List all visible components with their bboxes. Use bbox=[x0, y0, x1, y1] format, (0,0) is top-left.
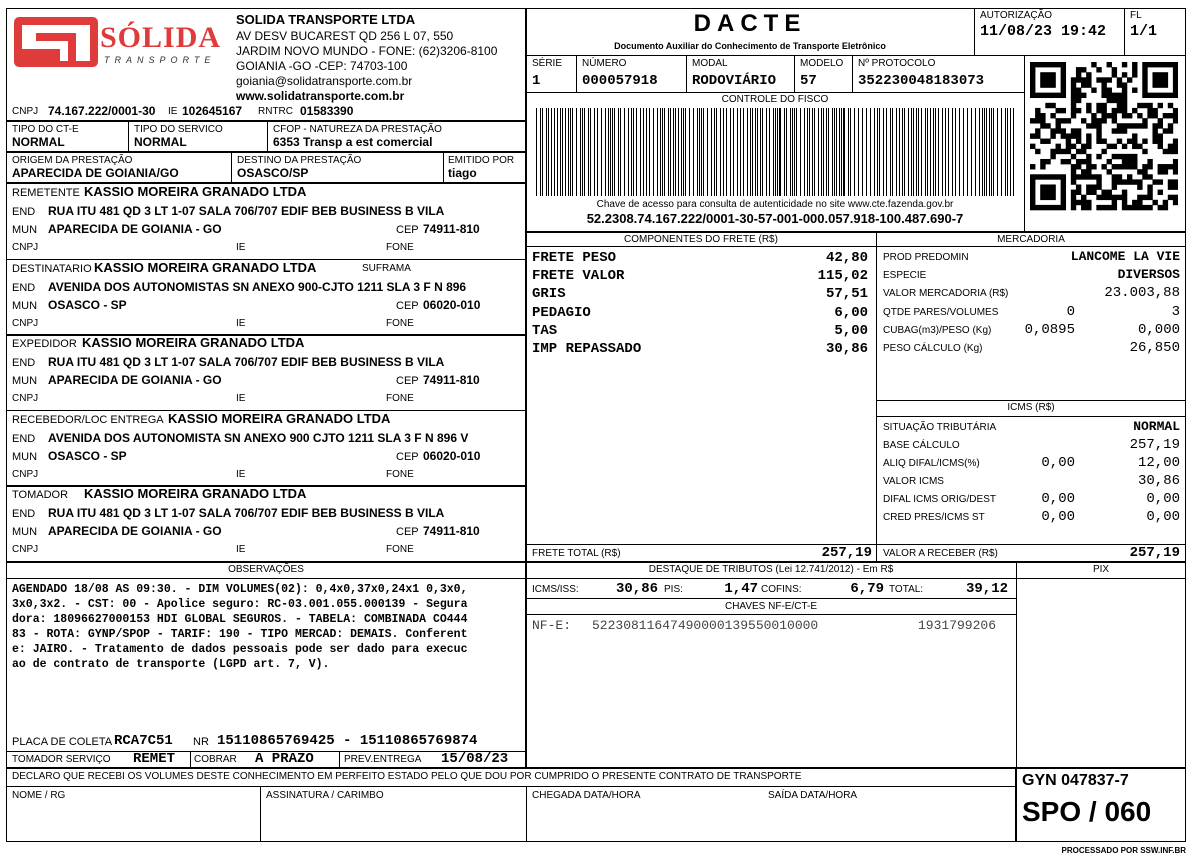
party-name: KASSIO MOREIRA GRANADO LTDA bbox=[84, 486, 307, 501]
end-label: END bbox=[12, 433, 36, 445]
solida-logo-icon bbox=[12, 13, 102, 71]
numero-label: NÚMERO bbox=[582, 58, 627, 69]
party-cep: 06020-010 bbox=[423, 449, 481, 463]
icms-iss-label: ICMS/ISS: bbox=[532, 584, 579, 595]
qtde-label: QTDE PARES/VOLUMES bbox=[883, 307, 999, 318]
party-municipio: APARECIDA DE GOIANIA - GO bbox=[48, 373, 222, 387]
company-cnpj: 74.167.222/0001-30 bbox=[48, 104, 156, 118]
tomador-servico-label: TOMADOR SERVIÇO bbox=[12, 754, 111, 765]
nfe-key-a: 52230811647490000139550010000 bbox=[592, 618, 819, 633]
logo-text: SÓLIDA bbox=[100, 21, 222, 54]
tomador-servico: REMET bbox=[133, 751, 176, 767]
cobrar-label: COBRAR bbox=[194, 754, 237, 765]
componentes-title: COMPONENTES DO FRETE (R$) bbox=[624, 234, 778, 245]
aliq-difal: 0,00 bbox=[1041, 455, 1075, 471]
base-calculo: 257,19 bbox=[1129, 437, 1180, 453]
party-cnpj-label: CNPJ bbox=[12, 469, 39, 480]
tributo-pis: 1,47 bbox=[724, 581, 758, 597]
party-fone-label: FONE bbox=[386, 393, 414, 404]
party-ie-label: IE bbox=[236, 469, 246, 480]
processado-text: PROCESSADO POR SSW.INF.BR bbox=[1061, 846, 1186, 855]
cep-label: CEP bbox=[396, 224, 419, 236]
party-municipio: OSASCO - SP bbox=[48, 449, 127, 463]
fl-label: FL bbox=[1130, 10, 1142, 21]
party-role: RECEBEDOR/LOC ENTREGA bbox=[12, 414, 164, 426]
dacte-title: DACTE bbox=[693, 10, 807, 37]
route-destination: SPO / 060 bbox=[1022, 796, 1152, 827]
qtde-volumes: 3 bbox=[1171, 304, 1180, 320]
frete-total: 257,19 bbox=[821, 545, 872, 561]
party-cep: 06020-010 bbox=[423, 298, 481, 312]
ie-label: IE bbox=[168, 106, 178, 117]
party-address: RUA ITU 481 QD 3 LT 1-07 SALA 706/707 EDIF BEB BUSINESS B VILA bbox=[48, 204, 445, 218]
chaves-title: CHAVES NF-E/CT-E bbox=[724, 601, 818, 612]
company-rntrc: 01583390 bbox=[300, 104, 354, 118]
tipo-servico: NORMAL bbox=[134, 135, 187, 149]
party-municipio: OSASCO - SP bbox=[48, 298, 127, 312]
valor-icms-label: VALOR ICMS bbox=[883, 476, 944, 487]
party-fone-label: FONE bbox=[386, 242, 414, 253]
mun-label: MUN bbox=[12, 526, 38, 538]
party-fone-label: FONE bbox=[386, 469, 414, 480]
chave-text: Chave de acesso para consulta de autenticidade no site www.cte.fazenda.gov.br bbox=[596, 199, 954, 210]
end-label: END bbox=[12, 357, 36, 369]
party-address: AVENIDA DOS AUTONOMISTAS SN ANEXO 900-CJTO 1211 SLA 3 F N 896 bbox=[48, 280, 467, 294]
protocolo: 352230048183073 bbox=[858, 73, 985, 89]
observacao-line: 83 - ROTA: GYNP/SPOP - TARIF: 190 - TIPO MERCAD: DEMAIS. Conferent bbox=[12, 628, 468, 641]
base-label: BASE CÁLCULO bbox=[883, 440, 960, 451]
prod-label: PROD PREDOMIN bbox=[883, 252, 969, 263]
origem-label: ORIGEM DA PRESTAÇÃO bbox=[12, 155, 133, 166]
pis-label: PIS: bbox=[664, 584, 683, 595]
end-label: END bbox=[12, 206, 36, 218]
tipo-cte-label: TIPO DO CT-E bbox=[12, 124, 79, 135]
tributos-title: DESTAQUE DE TRIBUTOS (Lei 12.741/2012) - Em R$ bbox=[648, 564, 894, 575]
saida-label: SAÍDA DATA/HORA bbox=[768, 790, 858, 801]
serie-label: SÉRIE bbox=[532, 58, 563, 69]
observacao-line: e: JAIRO. - Tratamento de dados pessoais pode ser dado para execuc bbox=[12, 643, 468, 656]
party-cnpj-label: CNPJ bbox=[12, 318, 39, 329]
mun-label: MUN bbox=[12, 375, 38, 387]
party-cep: 74911-810 bbox=[423, 373, 480, 387]
party-role: REMETENTE bbox=[12, 187, 80, 199]
tipo-cte: NORMAL bbox=[12, 135, 65, 149]
party-cep: 74911-810 bbox=[423, 524, 480, 538]
difal-dest: 0,00 bbox=[1146, 491, 1180, 507]
company-ie: 102645167 bbox=[182, 104, 243, 118]
tributo-icms: 30,86 bbox=[615, 581, 658, 597]
prev-entrega: 15/08/23 bbox=[441, 751, 509, 767]
prod: LANCOME LA VIE bbox=[1070, 249, 1180, 264]
logo-subtext: TRANSPORTE bbox=[104, 55, 216, 65]
observacao-line: AGENDADO 18/08 AS 09:30. - DIM VOLUMES(02): 0,4x0,37x0,24x1 0,3x0, bbox=[12, 583, 468, 596]
aliq-label: ALIQ DIFAL/ICMS(%) bbox=[883, 458, 980, 469]
componente-value: 57,51 bbox=[825, 286, 868, 303]
componente-name: PEDAGIO bbox=[532, 304, 591, 321]
difal-label: DIFAL ICMS ORIG/DEST bbox=[883, 494, 996, 505]
cred-pres: 0,00 bbox=[1041, 509, 1075, 525]
party-name: KASSIO MOREIRA GRANADO LTDA bbox=[84, 184, 307, 199]
nfe-key-b: 1931799206 bbox=[918, 618, 997, 633]
nr: 15110865769425 - 15110865769874 bbox=[217, 733, 478, 749]
party-municipio: APARECIDA DE GOIANIA - GO bbox=[48, 524, 222, 538]
declaro-text: DECLARO QUE RECEBI OS VOLUMES DESTE CONHECIMENTO EM PERFEITO ESTADO PELO QUE DOU POR CUMPRIDO O PRESENTE CONTRATO DE TRANSPORTE bbox=[12, 771, 802, 782]
componente-name: FRETE PESO bbox=[532, 250, 617, 266]
icms-title: ICMS (R$) bbox=[1007, 402, 1055, 413]
party-name: KASSIO MOREIRA GRANADO LTDA bbox=[94, 260, 317, 275]
route-code: GYN 047837-7 bbox=[1022, 772, 1129, 789]
tipo-servico-label: TIPO DO SERVICO bbox=[134, 124, 223, 135]
modelo-label: MODELO bbox=[800, 58, 844, 69]
company-logo bbox=[12, 13, 222, 73]
party-fone-label: FONE bbox=[386, 544, 414, 555]
componente-value: 115,02 bbox=[817, 268, 868, 285]
autorizacao: 11/08/23 19:42 bbox=[980, 23, 1107, 40]
emitido: tiago bbox=[448, 166, 477, 180]
party-fone-label: FONE bbox=[386, 318, 414, 329]
party-cep: 74911-810 bbox=[423, 222, 480, 236]
cobrar: A PRAZO bbox=[255, 751, 314, 767]
nfe-label: NF-E: bbox=[532, 618, 572, 633]
company-address-3: GOIANIA -GO -CEP: 74703-100 bbox=[236, 59, 408, 73]
placa-label: PLACA DE COLETA bbox=[12, 736, 113, 748]
party-ie-label: IE bbox=[236, 393, 246, 404]
cred-label: CRED PRES/ICMS ST bbox=[883, 512, 985, 523]
tributo-cofins: 6,79 bbox=[850, 581, 884, 597]
aliq-icms: 12,00 bbox=[1137, 455, 1180, 471]
componente-name: FRETE VALOR bbox=[532, 268, 625, 285]
componente-name: GRIS bbox=[532, 286, 566, 303]
qtde-pares: 0 bbox=[1066, 304, 1075, 320]
party-ie-label: IE bbox=[236, 318, 246, 329]
total-tributos: 39,12 bbox=[965, 581, 1008, 597]
assinatura-label: ASSINATURA / CARIMBO bbox=[266, 790, 384, 801]
cubagem: 0,0895 bbox=[1024, 322, 1075, 338]
componente-name: IMP REPASSADO bbox=[532, 341, 642, 357]
controle-fisco-label: CONTROLE DO FISCO bbox=[721, 94, 829, 105]
modelo: 57 bbox=[800, 73, 817, 89]
total-tributos-label: TOTAL: bbox=[889, 584, 924, 595]
dacte-subtitle: Documento Auxiliar do Conhecimento de Transporte Eletrônico bbox=[614, 41, 886, 51]
serie: 1 bbox=[532, 73, 541, 89]
chave-acesso: 52.2308.74.167.222/0001-30-57-001-000.057.918-100.487.690-7 bbox=[586, 211, 964, 226]
observacao-line: ao de contrato de transporte (LGPD art. 7, V). bbox=[12, 658, 330, 671]
cfop: 6353 Transp a est comercial bbox=[273, 135, 433, 149]
especie: DIVERSOS bbox=[1117, 267, 1180, 282]
party-name: KASSIO MOREIRA GRANADO LTDA bbox=[168, 411, 391, 426]
rntrc-label: RNTRC bbox=[258, 106, 293, 117]
suframa-label: SUFRAMA bbox=[362, 263, 411, 274]
especie-label: ESPECIE bbox=[883, 270, 927, 281]
company-address-2: JARDIM NOVO MUNDO - FONE: (62)3206-8100 bbox=[236, 44, 498, 58]
componente-value: 42,80 bbox=[825, 250, 868, 266]
end-label: END bbox=[12, 282, 36, 294]
party-address: RUA ITU 481 QD 3 LT 1-07 SALA 706/707 EDIF BEB BUSINESS B VILA bbox=[48, 355, 445, 369]
company-email: goiania@solidatransporte.com.br bbox=[236, 74, 413, 88]
emitido-label: EMITIDO POR bbox=[448, 155, 515, 166]
destino-label: DESTINO DA PRESTAÇÃO bbox=[237, 155, 362, 166]
protocolo-label: Nº PROTOCOLO bbox=[858, 58, 936, 69]
modal: RODOVIÁRIO bbox=[692, 73, 777, 89]
peso: 0,000 bbox=[1137, 322, 1180, 338]
mun-label: MUN bbox=[12, 224, 38, 236]
cubag-label: CUBAG(m3)/PESO (Kg) bbox=[883, 325, 992, 336]
fl: 1/1 bbox=[1130, 23, 1158, 40]
componente-value: 6,00 bbox=[834, 304, 868, 321]
componente-name: TAS bbox=[532, 322, 558, 339]
valor-mercadoria: 23.003,88 bbox=[1104, 285, 1180, 301]
qr-code-icon bbox=[1030, 62, 1178, 212]
observacao-line: dora: 18096627000153 HDI GLOBAL SEGUROS. - TABELA: COMBINADA CO444 bbox=[12, 613, 468, 626]
nr-label: NR bbox=[193, 736, 209, 748]
pix-title: PIX bbox=[1092, 564, 1110, 575]
tipo-row bbox=[6, 121, 526, 152]
party-municipio: APARECIDA DE GOIANIA - GO bbox=[48, 222, 222, 236]
party-role: DESTINATARIO bbox=[12, 263, 92, 275]
company-address-1: AV DESV BUCAREST QD 256 L 07, 550 bbox=[236, 29, 454, 43]
sit-label: SITUAÇÃO TRIBUTÁRIA bbox=[883, 422, 997, 433]
frete-total-label: FRETE TOTAL (R$) bbox=[532, 548, 621, 559]
party-address: RUA ITU 481 QD 3 LT 1-07 SALA 706/707 EDIF BEB BUSINESS B VILA bbox=[48, 506, 445, 520]
cnpj-label: CNPJ bbox=[12, 106, 39, 117]
party-cnpj-label: CNPJ bbox=[12, 242, 39, 253]
cep-label: CEP bbox=[396, 375, 419, 387]
party-cnpj-label: CNPJ bbox=[12, 544, 39, 555]
valor-receber: 257,19 bbox=[1129, 545, 1180, 561]
chegada-label: CHEGADA DATA/HORA bbox=[532, 790, 641, 801]
cep-label: CEP bbox=[396, 300, 419, 312]
peso-calc-label: PESO CÁLCULO (Kg) bbox=[883, 343, 983, 354]
observacao-line: 3x0,3x2. - CST: 00 - Apolice seguro: RC-03.001.055.000139 - Segura bbox=[12, 598, 468, 611]
barcode-icon bbox=[536, 108, 1016, 196]
party-ie-label: IE bbox=[236, 242, 246, 253]
difal-orig: 0,00 bbox=[1041, 491, 1075, 507]
end-label: END bbox=[12, 508, 36, 520]
mun-label: MUN bbox=[12, 300, 38, 312]
party-address: AVENIDA DOS AUTONOMISTA SN ANEXO 900 CJTO 1211 SLA 3 F N 896 V bbox=[48, 431, 469, 445]
icms-st: 0,00 bbox=[1146, 509, 1180, 525]
cofins-label: COFINS: bbox=[761, 584, 802, 595]
party-role: TOMADOR bbox=[12, 489, 69, 501]
destino: OSASCO/SP bbox=[237, 166, 309, 180]
numero: 000057918 bbox=[582, 73, 658, 89]
componente-value: 30,86 bbox=[825, 341, 868, 357]
peso-calc: 26,850 bbox=[1129, 340, 1180, 356]
party-cnpj-label: CNPJ bbox=[12, 393, 39, 404]
situacao-tributaria: NORMAL bbox=[1133, 419, 1180, 434]
cep-label: CEP bbox=[396, 526, 419, 538]
placa: RCA7C51 bbox=[114, 733, 173, 749]
modal-label: MODAL bbox=[692, 58, 728, 69]
mercadoria-title: MERCADORIA bbox=[997, 234, 1065, 245]
party-role: EXPEDIDOR bbox=[12, 338, 77, 350]
origem: APARECIDA DE GOIANIA/GO bbox=[12, 166, 179, 180]
company-site: www.solidatransporte.com.br bbox=[236, 89, 405, 103]
componente-value: 5,00 bbox=[834, 322, 868, 339]
cfop-label: CFOP - NATUREZA DA PRESTAÇÃO bbox=[273, 124, 442, 135]
nome-rg-label: NOME / RG bbox=[12, 790, 66, 801]
autorizacao-label: AUTORIZAÇÃO bbox=[980, 10, 1053, 21]
mun-label: MUN bbox=[12, 451, 38, 463]
valor-icms: 30,86 bbox=[1137, 473, 1180, 489]
party-name: KASSIO MOREIRA GRANADO LTDA bbox=[82, 335, 305, 350]
observacoes-title: OBSERVAÇÕES bbox=[228, 564, 304, 575]
party-ie-label: IE bbox=[236, 544, 246, 555]
receber-label: VALOR A RECEBER (R$) bbox=[883, 548, 998, 559]
valor-mercadoria-label: VALOR MERCADORIA (R$) bbox=[883, 288, 1009, 299]
company-name: SOLIDA TRANSPORTE LTDA bbox=[236, 12, 416, 27]
cep-label: CEP bbox=[396, 451, 419, 463]
prev-entrega-label: PREV.ENTREGA bbox=[344, 754, 422, 765]
